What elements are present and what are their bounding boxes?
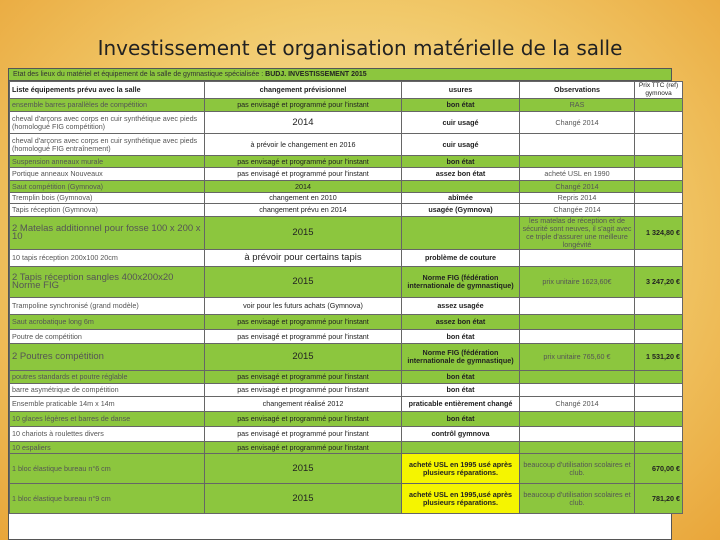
cell-observation: Changé 2014 — [520, 181, 635, 193]
table-row — [10, 397, 683, 412]
cell-observation: beaucoup d'utilisation scolaires et club. — [520, 484, 635, 514]
cell-wear: bon état — [402, 384, 520, 397]
cell-wear: bon état — [402, 156, 520, 168]
cell-price — [635, 330, 683, 344]
table-row — [10, 412, 683, 427]
table-row — [10, 217, 683, 250]
cell-wear: abîmée — [402, 193, 520, 204]
cell-wear: bon état — [402, 330, 520, 344]
table-row — [10, 267, 683, 298]
table-row — [10, 193, 683, 204]
header-observations: Observations — [520, 82, 635, 99]
header-equipment: Liste équipements prévu avec la salle — [10, 82, 205, 99]
cell-equipment: 10 glaces légères et barres de danse — [10, 412, 205, 427]
cell-observation — [520, 330, 635, 344]
cell-price — [635, 427, 683, 442]
cell-wear: problème de couture — [402, 250, 520, 267]
cell-price — [635, 298, 683, 315]
cell-change: pas envisagé et programmé pour l'instant — [205, 330, 402, 344]
cell-price — [635, 181, 683, 193]
cell-wear: acheté USL en 1995 usé après plusieurs réparations. — [402, 454, 520, 484]
cell-equipment: 1 bloc élastique bureau n°6 cm — [10, 454, 205, 484]
cell-change: 2014 — [205, 181, 402, 193]
table-row — [10, 454, 683, 484]
cell-price — [635, 193, 683, 204]
cell-wear: bon état — [402, 99, 520, 112]
cell-wear — [402, 181, 520, 193]
cell-observation — [520, 371, 635, 384]
cell-change: 2014 — [205, 112, 402, 134]
cell-price: 1 324,80 € — [635, 217, 683, 250]
cell-observation: Changé 2014 — [520, 397, 635, 412]
cell-change: pas envisagé et programmé pour l'instant — [205, 99, 402, 112]
cell-price — [635, 168, 683, 181]
cell-observation: prix unitaire 1623,60€ — [520, 267, 635, 298]
cell-price: 781,20 € — [635, 484, 683, 514]
table-row — [10, 442, 683, 454]
cell-price — [635, 112, 683, 134]
table-row — [10, 427, 683, 442]
cell-observation — [520, 412, 635, 427]
cell-price: 670,00 € — [635, 454, 683, 484]
table-row — [10, 134, 683, 156]
cell-change: 2015 — [205, 454, 402, 484]
cell-equipment: Tapis réception (Gymnova) — [10, 204, 205, 217]
cell-price: 3 247,20 € — [635, 267, 683, 298]
inventory-sheet — [8, 68, 680, 540]
cell-change: 2015 — [205, 484, 402, 514]
cell-equipment: 2 Poutres compétition — [10, 344, 205, 371]
table-row — [10, 298, 683, 315]
cell-wear: assez bon état — [402, 168, 520, 181]
header-price: Prix TTC (ref) gymnova — [635, 82, 683, 99]
cell-change: changement prévu en 2014 — [205, 204, 402, 217]
cell-observation — [520, 250, 635, 267]
header-change: changement prévisionnel — [205, 82, 402, 99]
cell-price — [635, 204, 683, 217]
table-row — [10, 99, 683, 112]
cell-equipment: cheval d'arçons avec corps en cuir synthétique avec pieds (homologué FIG entraînement) — [10, 134, 205, 156]
cell-equipment: 2 Tapis réception sangles 400x200x20 Norme FIG — [10, 267, 205, 298]
cell-equipment: Saut acrobatique long 6m — [10, 315, 205, 330]
cell-equipment: Suspension anneaux murale — [10, 156, 205, 168]
cell-change: à prévoir pour certains tapis — [205, 250, 402, 267]
cell-equipment: ensemble barres parallèles de compétition — [10, 99, 205, 112]
cell-price — [635, 315, 683, 330]
cell-wear: cuir usagé — [402, 134, 520, 156]
cell-observation — [520, 298, 635, 315]
header-row — [10, 82, 683, 99]
cell-wear: Norme FIG (fédération internationale de gymnastique) — [402, 267, 520, 298]
cell-change: changement en 2010 — [205, 193, 402, 204]
cell-change: pas envisagé et programmé pour l'instant — [205, 427, 402, 442]
cell-wear: praticable entièrement changé — [402, 397, 520, 412]
cell-change: pas envisagé et programmé pour l'instant — [205, 156, 402, 168]
cell-equipment: Ensemble praticable 14m x 14m — [10, 397, 205, 412]
cell-observation — [520, 134, 635, 156]
table-row — [10, 181, 683, 193]
table-row — [10, 484, 683, 514]
cell-change: pas envisagé et programmé pour l'instant — [205, 412, 402, 427]
cell-change: voir pour les futurs achats (Gymnova) — [205, 298, 402, 315]
cell-change: 2015 — [205, 217, 402, 250]
slide-title: Investissement et organisation matérielle de la salle — [97, 36, 623, 60]
cell-price: 1 531,20 € — [635, 344, 683, 371]
cell-observation: Changé 2014 — [520, 112, 635, 134]
cell-change: à prévoir le changement en 2016 — [205, 134, 402, 156]
table-row — [10, 204, 683, 217]
cell-equipment: 10 tapis réception 200x100 20cm — [10, 250, 205, 267]
cell-equipment: 2 Matelas additionnel pour fosse 100 x 200 x 10 — [10, 217, 205, 250]
cell-equipment: Trampoline synchronisé (grand modèle) — [10, 298, 205, 315]
budget-banner — [9, 69, 671, 81]
cell-price — [635, 134, 683, 156]
banner-text: Etat des lieux du matériel et équipement de la salle de gymnastique spécialisée : — [13, 71, 266, 78]
cell-equipment: 10 chariots à roulettes divers — [10, 427, 205, 442]
cell-change: pas envisagé et programmé pour l'instant — [205, 384, 402, 397]
cell-price — [635, 397, 683, 412]
cell-price — [635, 412, 683, 427]
cell-change: pas envisagé et programmé pour l'instant — [205, 315, 402, 330]
table-row — [10, 250, 683, 267]
cell-observation: acheté USL en 1990 — [520, 168, 635, 181]
cell-wear: cuir usagé — [402, 112, 520, 134]
cell-equipment: Tremplin bois (Gymnova) — [10, 193, 205, 204]
inventory-table — [9, 81, 683, 514]
cell-observation — [520, 442, 635, 454]
cell-price — [635, 371, 683, 384]
table-row — [10, 371, 683, 384]
table-row — [10, 384, 683, 397]
cell-price — [635, 442, 683, 454]
cell-equipment: Poutre de compétition — [10, 330, 205, 344]
cell-change: 2015 — [205, 344, 402, 371]
cell-equipment: Portique anneaux Nouveaux — [10, 168, 205, 181]
cell-equipment: 10 espaliers — [10, 442, 205, 454]
table-row — [10, 344, 683, 371]
cell-wear: assez bon état — [402, 315, 520, 330]
cell-change: pas envisagé et programmé pour l'instant — [205, 442, 402, 454]
cell-equipment: Saut compétition (Gymnova) — [10, 181, 205, 193]
cell-price — [635, 99, 683, 112]
table-row — [10, 315, 683, 330]
cell-wear: Norme FIG (fédération internationale de gymnastique) — [402, 344, 520, 371]
cell-observation: Repris 2014 — [520, 193, 635, 204]
header-wear: usures — [402, 82, 520, 99]
cell-wear: acheté USL en 1995,usé après plusieurs réparations. — [402, 484, 520, 514]
cell-equipment: poutres standards et poutre réglable — [10, 371, 205, 384]
cell-wear: contrôl gymnova — [402, 427, 520, 442]
table-row — [10, 168, 683, 181]
cell-price — [635, 250, 683, 267]
cell-observation: RAS — [520, 99, 635, 112]
cell-observation — [520, 315, 635, 330]
cell-wear: assez usagée — [402, 298, 520, 315]
cell-wear: usagée (Gymnova) — [402, 204, 520, 217]
table-row — [10, 112, 683, 134]
cell-observation: beaucoup d'utilisation scolaires et club. — [520, 454, 635, 484]
cell-equipment: barre asymétrique de compétition — [10, 384, 205, 397]
cell-wear: bon état — [402, 371, 520, 384]
cell-wear: bon état — [402, 412, 520, 427]
cell-price — [635, 156, 683, 168]
cell-observation: Changée 2014 — [520, 204, 635, 217]
cell-observation — [520, 156, 635, 168]
cell-equipment: 1 bloc élastique bureau n°9 cm — [10, 484, 205, 514]
cell-change: 2015 — [205, 267, 402, 298]
table-row — [10, 330, 683, 344]
cell-wear — [402, 217, 520, 250]
cell-change: pas envisagé et programmé pour l'instant — [205, 371, 402, 384]
cell-observation — [520, 427, 635, 442]
cell-change: pas envisagé et programmé pour l'instant — [205, 168, 402, 181]
cell-observation — [520, 384, 635, 397]
banner-highlight: BUDJ. INVESTISSEMENT 2015 — [265, 71, 367, 78]
cell-observation: les matelas de réception et de sécurité sont neuves, il s'agit avec ce triple d'assurer une meilleure longévité — [520, 217, 635, 250]
cell-observation: prix unitaire 765,60 € — [520, 344, 635, 371]
cell-wear — [402, 442, 520, 454]
cell-equipment: cheval d'arçons avec corps en cuir synthétique avec pieds (homologué FIG compétition) — [10, 112, 205, 134]
cell-change: changement réalisé 2012 — [205, 397, 402, 412]
cell-price — [635, 384, 683, 397]
table-row — [10, 156, 683, 168]
